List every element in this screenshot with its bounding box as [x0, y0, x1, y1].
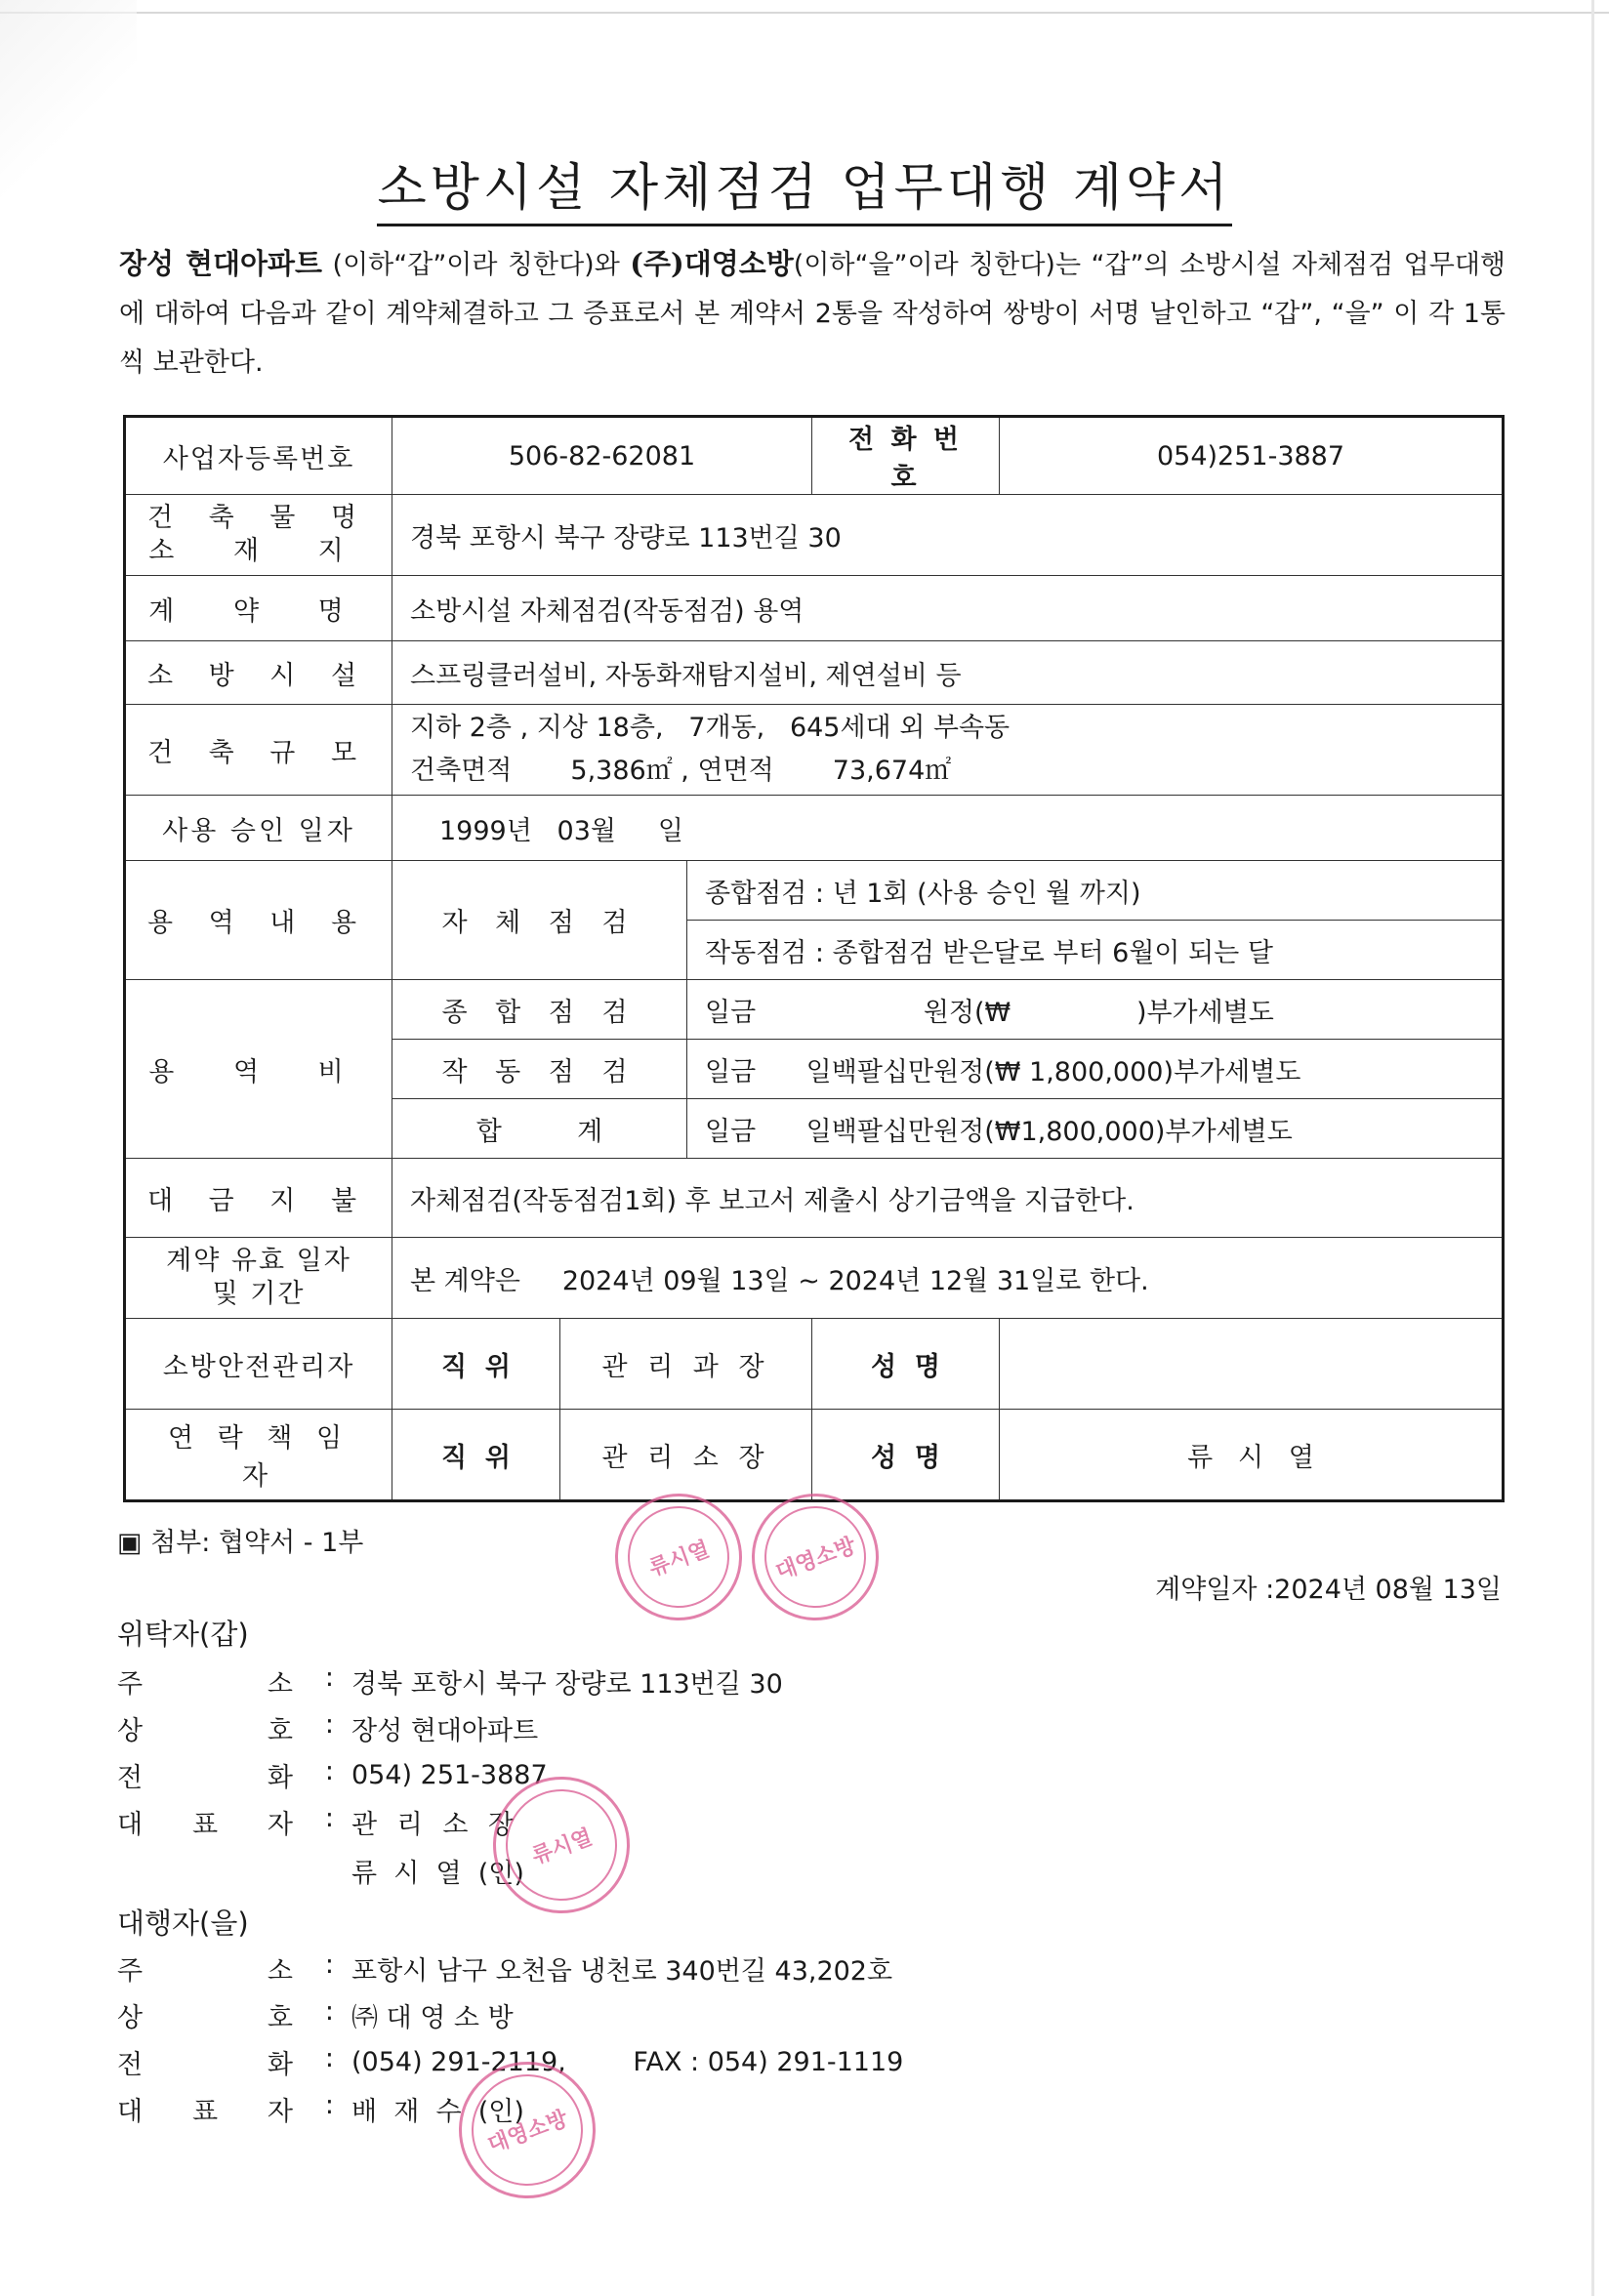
party-a-phone-row: 전 화 : 054) 251-3887 — [117, 1755, 548, 1793]
key-char: 대 — [117, 2096, 144, 2127]
scale-value — [392, 705, 1504, 796]
attachment-note: ▣ 첨부: 협약서 - 1부 — [117, 1528, 364, 1558]
period-label-2: 및 기간 — [212, 1279, 306, 1309]
scale-line2: 건축면적 5,386㎡ , 연면적 73,674㎡ — [410, 756, 952, 786]
key-char: 전 — [117, 1762, 144, 1793]
party-b-name: (주)대영소방 — [630, 247, 794, 280]
safety-manager-position: 관 리 과 장 — [560, 1319, 812, 1410]
party-a-address: 경북 포항시 북구 장량로 113번길 30 — [351, 1668, 783, 1700]
contact-label: 연 락 책 임 자 — [125, 1410, 392, 1501]
safety-position-label: 직 위 — [392, 1319, 560, 1410]
party-b-company-row: 상 호 : ㈜ 대 영 소 방 — [117, 1995, 514, 2033]
scan-border-right — [1591, 0, 1594, 2296]
contract-name-label: 계 약 명 — [125, 576, 392, 641]
key-char: 주 — [117, 1955, 144, 1987]
stamp-seal-1: 류시열 — [598, 1476, 761, 1639]
cost-row2-label: 작 동 점 검 — [392, 1040, 687, 1099]
intro-part1: (이하“갑”이라 칭한다)와 — [332, 250, 620, 280]
party-b-phone-row: 전 화 : (054) 291-2119, FAX : 054) 291-1119 — [117, 2042, 904, 2080]
key-char: 자 — [267, 2096, 293, 2127]
row-period — [125, 1238, 1504, 1319]
key-char: 자 — [267, 1809, 293, 1840]
self-inspection-label: 자 체 점 검 — [392, 861, 687, 980]
party-a-company: 장성 현대아파트 — [351, 1715, 539, 1746]
fire-facility-label: 소 방 시 설 — [125, 641, 392, 705]
row-payment — [125, 1159, 1504, 1238]
contract-table — [123, 415, 1505, 1502]
building-label-2: 소 재 지 — [148, 536, 369, 566]
key-char: 소 — [267, 1955, 293, 1987]
stamp-seal-party-b: 대영소방 — [439, 2042, 614, 2217]
period-value: 본 계약은 2024년 09월 13일 ~ 2024년 12월 31일로 한다. — [392, 1238, 1504, 1319]
payment-value: 자체점검(작동점검1회) 후 보고서 제출시 상기금액을 지급한다. — [392, 1159, 1504, 1238]
building-value: 경북 포항시 북구 장량로 113번길 30 — [392, 495, 1504, 576]
cost-row2-value: 일금 일백팔십만원정(₩ 1,800,000)부가세별도 — [687, 1040, 1504, 1099]
key-char: 표 — [191, 2096, 219, 2127]
contract-name-value: 소방시설 자체점검(작동점검) 용역 — [392, 576, 1504, 641]
safety-name-label: 성 명 — [812, 1319, 1000, 1410]
biz-reg-label: 사업자등록번호 — [125, 417, 392, 495]
row-biz-reg — [125, 417, 1504, 495]
cost-row1-value: 일금 원정(₩ )부가세별도 — [687, 980, 1504, 1040]
contact-name: 류 시 열 — [1000, 1410, 1504, 1501]
party-a-company-row: 상 호 : 장성 현대아파트 — [117, 1708, 539, 1746]
row-contact — [125, 1410, 1504, 1501]
safety-manager-label: 소방안전관리자 — [125, 1319, 392, 1410]
key-char: 전 — [117, 2049, 144, 2080]
period-label — [125, 1238, 392, 1319]
intro-part2: (이하“을”이라 칭한다)는 “갑”의 소방시설 자체점검 업무대행에 대하여 다음과 같이 계약체결하고 그 증표로서 본 계약서 2통을 작성하여 쌍방이 서명 날인하고 “갑”, “을” 이 각 1통씩 보관한다. — [119, 250, 1506, 378]
payment-label: 대 금 지 불 — [125, 1159, 392, 1238]
document-title: 소방시설 자체점검 업무대행 계약서 — [0, 146, 1609, 220]
intro-paragraph — [119, 239, 1506, 388]
scale-label: 건 축 규 모 — [125, 705, 392, 796]
party-b-company: ㈜ 대 영 소 방 — [351, 2002, 514, 2033]
key-char: 주 — [117, 1668, 144, 1700]
approval-label: 사용 승인 일자 — [125, 796, 392, 861]
fire-facility-value: 스프링클러설비, 자동화재탐지설비, 제연설비 등 — [392, 641, 1504, 705]
party-b-address: 포항시 남구 오천읍 냉천로 340번길 43,202호 — [351, 1955, 893, 1987]
party-a-rep-name: 류 시 열 (인) — [351, 1858, 524, 1889]
phone-value: 054)251-3887 — [1000, 417, 1504, 495]
scan-border-top — [0, 12, 1609, 14]
party-b-rep: 배 재 수 (인) — [351, 2096, 524, 2127]
key-char: 호 — [267, 2002, 293, 2033]
scale-line1: 지하 2층 , 지상 18층, 7개동, 645세대 외 부속동 — [410, 713, 1011, 743]
party-b-phone: (054) 291-2119, FAX : 054) 291-1119 — [351, 2046, 904, 2077]
key-char: 상 — [117, 2002, 144, 2033]
cost-label: 용 역 비 — [125, 980, 392, 1159]
stamp-seal-party-a: 류시열 — [474, 1757, 648, 1932]
row-approval — [125, 796, 1504, 861]
party-b-rep-row: 대 표 자 : 배 재 수 (인) — [117, 2089, 524, 2127]
contact-position-label: 직 위 — [392, 1410, 560, 1501]
row-cost-1 — [125, 980, 1504, 1040]
row-service-1 — [125, 861, 1504, 921]
party-a-rep-title: 관 리 소 장 — [351, 1809, 520, 1840]
service-label: 용 역 내 용 — [125, 861, 392, 980]
cost-row1-label: 종 합 점 검 — [392, 980, 687, 1040]
key-char: 표 — [191, 1809, 219, 1840]
party-a-name: 장성 현대아파트 — [119, 247, 323, 280]
key-char: 화 — [267, 2049, 293, 2080]
party-a-rep-row: 대 표 자 : 관 리 소 장 — [117, 1802, 520, 1840]
building-label — [125, 495, 392, 576]
contact-position: 관 리 소 장 — [560, 1410, 812, 1501]
row-building — [125, 495, 1504, 576]
key-char: 화 — [267, 1762, 293, 1793]
service-item2: 작동점검 : 종합점검 받은달로 부터 6월이 되는 달 — [687, 921, 1504, 980]
row-contract-name — [125, 576, 1504, 641]
cost-row3-label: 합 계 — [392, 1099, 687, 1159]
cost-row3-value: 일금 일백팔십만원정(₩1,800,000)부가세별도 — [687, 1099, 1504, 1159]
service-item1: 종합점검 : 년 1회 (사용 승인 월 까지) — [687, 861, 1504, 921]
period-label-1: 계약 유효 일자 — [166, 1246, 351, 1276]
party-b-address-row: 주 소 : 포항시 남구 오천읍 냉천로 340번길 43,202호 — [117, 1948, 893, 1987]
safety-manager-name — [1000, 1319, 1504, 1410]
key-char: 상 — [117, 1715, 144, 1746]
contact-name-label: 성 명 — [812, 1410, 1000, 1501]
party-a-phone: 054) 251-3887 — [351, 1759, 548, 1790]
key-char: 호 — [267, 1715, 293, 1746]
party-b-heading: 대행자(을) — [117, 1906, 249, 1940]
biz-reg-value: 506-82-62081 — [392, 417, 812, 495]
approval-value: 1999년 03월 일 — [392, 796, 1504, 861]
party-a-heading: 위탁자(갑) — [117, 1618, 249, 1651]
row-scale — [125, 705, 1504, 796]
stamp-seal-2: 대영소방 — [734, 1476, 897, 1639]
row-safety-manager — [125, 1319, 1504, 1410]
party-a-address-row: 주 소 : 경북 포항시 북구 장량로 113번길 30 — [117, 1661, 783, 1700]
row-fire-facility — [125, 641, 1504, 705]
phone-label: 전 화 번 호 — [812, 417, 1000, 495]
key-char: 대 — [117, 1809, 144, 1840]
building-label-1: 건 축 물 명 — [146, 503, 371, 533]
key-char: 소 — [267, 1668, 293, 1700]
contract-date: 계약일자 :2024년 08월 13일 — [1155, 1575, 1502, 1605]
